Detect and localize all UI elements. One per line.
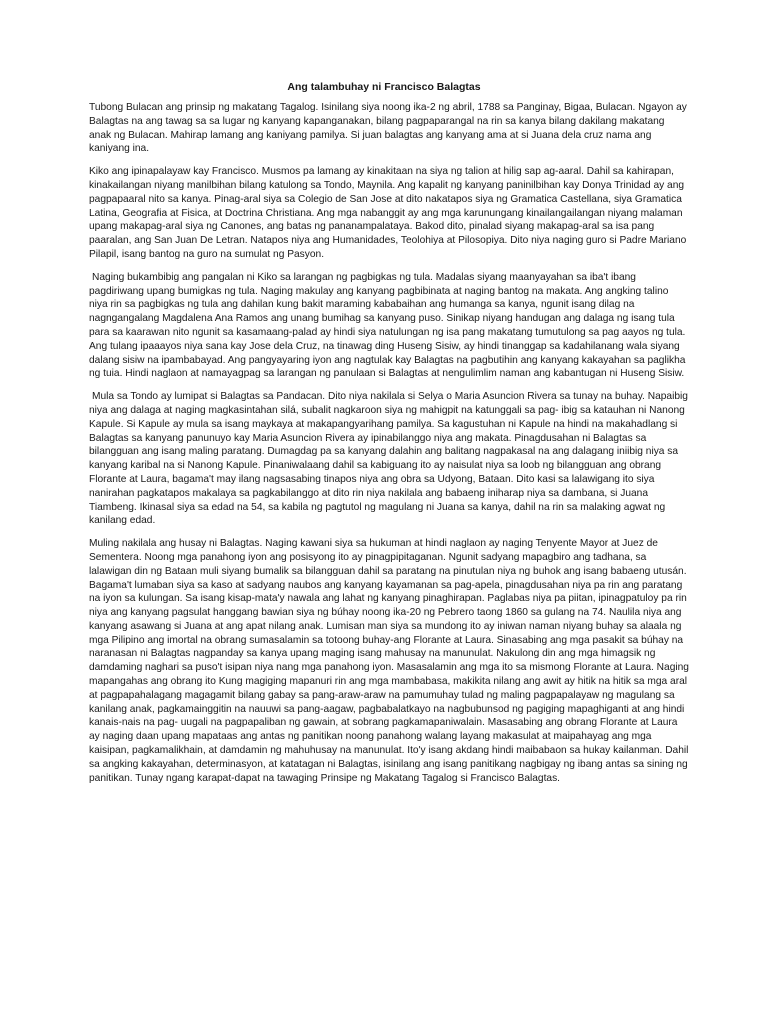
paragraph-pandacan: Mula sa Tondo ay lumipat si Balagtas sa Pandacan. Dito niya nakilala si Selya o Maria Asuncion Rivera sa tunay na buhay. Napaibig niya ang dalaga at naging magkasintahan silá, subalit nagkaroon siya ng mahigpit na katunggali sa pag- ibig sa katauhan ni Nanong Kapule. Si Kapule ay mula sa isang maykaya at makapangyarihang pamilya. Sa kagustuhan ni Kapule na hindi na makahadlang si Balagtas sa kanyang panunuyo kay Maria Asuncion Rivera ay ipinabilanggo niya ang makata. Pinagdusahan ni Balagtas sa bilangguan ang isang maling paratang. Dumagdag pa sa kanyang dalahin ang balitang nagpakasal na ang dalagang iniibig niya sa kanyang karibal na si Nanong Kapule. Pinaniwalaang dahil sa kabiguang ito ay naisulat niya sa loob ng bilangguan ang obrang Florante at Laura, bagama't may ilang nagsasabing tinapos niya ang obra sa Udyong, Bataan. Dito kasi sa lalawigang ito siya nanirahan pagkatapos makalaya sa pagkabilanggo at dito rin niya nakilala ang babaeng iniharap niya sa dambana, si Juana Tiambeng. Ikinasal siya sa edad na 54, sa kabila ng pagtutol ng magulang ni Juana sa kanya, dahil na rin sa malaking agwat ng kanilang edad. — [89, 391, 688, 527]
paragraph-poetry-career: Naging bukambibig ang pangalan ni Kiko sa larangan ng pagbigkas ng tula. Madalas siyang maanyayahan sa iba't ibang pagdiriwang upang bumigkas ng tula. Naging makulay ang kanyang pagbibinata at naging bantog na makata. Ang angking talino niya rin sa pagbigkas ng tula ang dahilan kung bakit maraming kababaihan ang humanga sa kanya, ngunit isang dilag na nagngangalang Magdalena Ana Ramos ang unang bumihag sa kanyang puso. Sinikap niyang handugan ang dalaga ng isang tula para sa kaarawan nito ngunit sa kasamaang-palad ay hindi siya natulungan ng isa pang makatang tumutulong sa pag aayos ng tula. Ang tulang ipaaayos niya sana kay Jose dela Cruz, na tinawag ding Huseng Sisiw, ay hindi tinanggap sa kadahilanang wala siyang dalang sisiw na ipambabayad. Ang pangyayaring iyon ang nagtulak kay Balagtas na pagbutihin ang kanyang kakayahan sa paglikha ng tuia. Hindi naglaon at namayagpag sa larangan ng panulaan si Balagtas at nengulimlim naman ang kabantugan ni Huseng Sisiw. — [89, 271, 686, 380]
paragraph-birth: Tubong Bulacan ang prinsip ng makatang Tagalog. Isinilang siya noong ika-2 ng abril, 1788 sa Panginay, Bigaa, Bulacan. Ngayon ay Balagtas na ang tawag sa sa lugar ng kanyang kapanganakan, bilang pagpaparangal na rin sa kanya bilang dakilang makatang anak ng Bulacan. Mahirap lamang ang kaniyang pamilya. Si juan balagtas ang kanyang ama at si Juana dela cruz nama ang kaniyang ina. — [89, 102, 687, 155]
document-body — [89, 101, 689, 794]
paragraph-education: Kiko ang ipinapalayaw kay Francisco. Musmos pa lamang ay kinakitaan na siya ng talion at hilig sap ag-aaral. Dahil sa kahirapan, kinakailangan niyang manilbihan bilang katulong sa Tondo, Maynila. Ang kapalit ng kanyang paninilbihan kay Donya Trinidad ay ang pagpapaaral nito sa kanya. Pinag-aral siya sa Colegio de San Jose at dito nakatapos siya ng Gramatica Castellana, siya Gramatica Latina, Geografia at Fisica, at Doctrina Christiana. Ang mga nabanggit ay ang mga karunungang kinailangailangan niyang malaman upang makapag-aral siya ng Canones, ang batas ng pananampalataya. Bakod dito, pinalad siyang makapag-aral sa isa pang paaralan, ang San Juan De Letran. Natapos niya ang Humanidades, Teolohiya at Pilosopiya. Dito niya naging guro si Padre Mariano Pilapil, isang bantog na guro na sumulat ng Pasyon. — [89, 166, 687, 260]
document-title: Ang talambuhay ni Francisco Balagtas — [287, 81, 481, 93]
paragraph-later-life: Muling nakilala ang husay ni Balagtas. Naging kawani siya sa hukuman at hindi naglaon ay naging Tenyente Mayor at Juez de Sementera. Noong mga panahong iyon ang posisyong ito ay pinagpipitaganan. Ngunit sadyang mapagbiro ang tadhana, sa lalawigan din ng Bataan muli siyang bumalik sa bilangguan dahil sa paratang na pinutulan niya ng buhok ang isang babaeng utusán. Bagama't lumaban siya sa kaso at sadyang naubos ang kanyang kayamanan sa pag-apela, pinagdusahan niya pa rin ang paratang na iyon sa kulungan. Sa isang kisap-mata'y nawala ang lahat ng kanyang pinaghirapan. Paglabas niya pa piitan, ipinagpatuloy pa rin niya ang kanyang pagsulat hanggang bawian siya ng búhay noong ika-20 ng Pebrero taong 1860 sa gulang na 74. Naulila niya ang kanyang asawang si Juana at ang apat nilang anak. Lumisan man siya sa mundong ito ay iniwan naman niyang buhay sa alaala ng mga Pilipino ang imortal na obrang sumasalamin sa totoong buhay-ang Florante at Laura. Sinasabing ang mga pasakit sa búhay na naranasan ni Balagtas nagpanday sa kanya upang maging isang mahusay na manunulat. Nakulong din ang mga himagsik ng damdaming naghari sa puso't isipan niya nang mga panahong iyon. Masasalamin ang mga ito sa mismong Florante at Laura. Naging mapangahas ang obrang ito Kung magiging mapanuri rin ang mga mambabasa, makikita nilang ang awit ay hitik na hitik sa mga aral at pagpapahalagang magagamit bilang gabay sa pang-araw-araw na pamumuhay tulad ng maling pagpapalayaw ng magulang sa kanilang anak, pagkamainggitin na nauuwi sa pang-aagaw, pagbabalatkayo na nagbubunsod ng pagiging mapaghiganti at ang hindi kanais-nais na pag- uugali na pagpapaliban ng gawain, at sobrang pagkamapaniwalain. Masasabing ang obrang Florante at Laura ay naging daan upang mapataas ang antas ng panitikan noong panahong walang layang makasulat at maipahayag ang mga kaisipan, pagkamalikhain, at damdamin ng mahuhusay na manunulat. Ito'y isang akdang hindi maibabaon sa hukay kailanman. Dahil sa angking kakayahan, determinasyon, at katatagan ni Balagtas, isinilang ang isang panitikang nagbigay ng ibang antas sa sining ng panitikan. Tunay ngang karapat-dapat na tawaging Prinsipe ng Makatang Tagalog si Francisco Balagtas. — [89, 538, 689, 784]
